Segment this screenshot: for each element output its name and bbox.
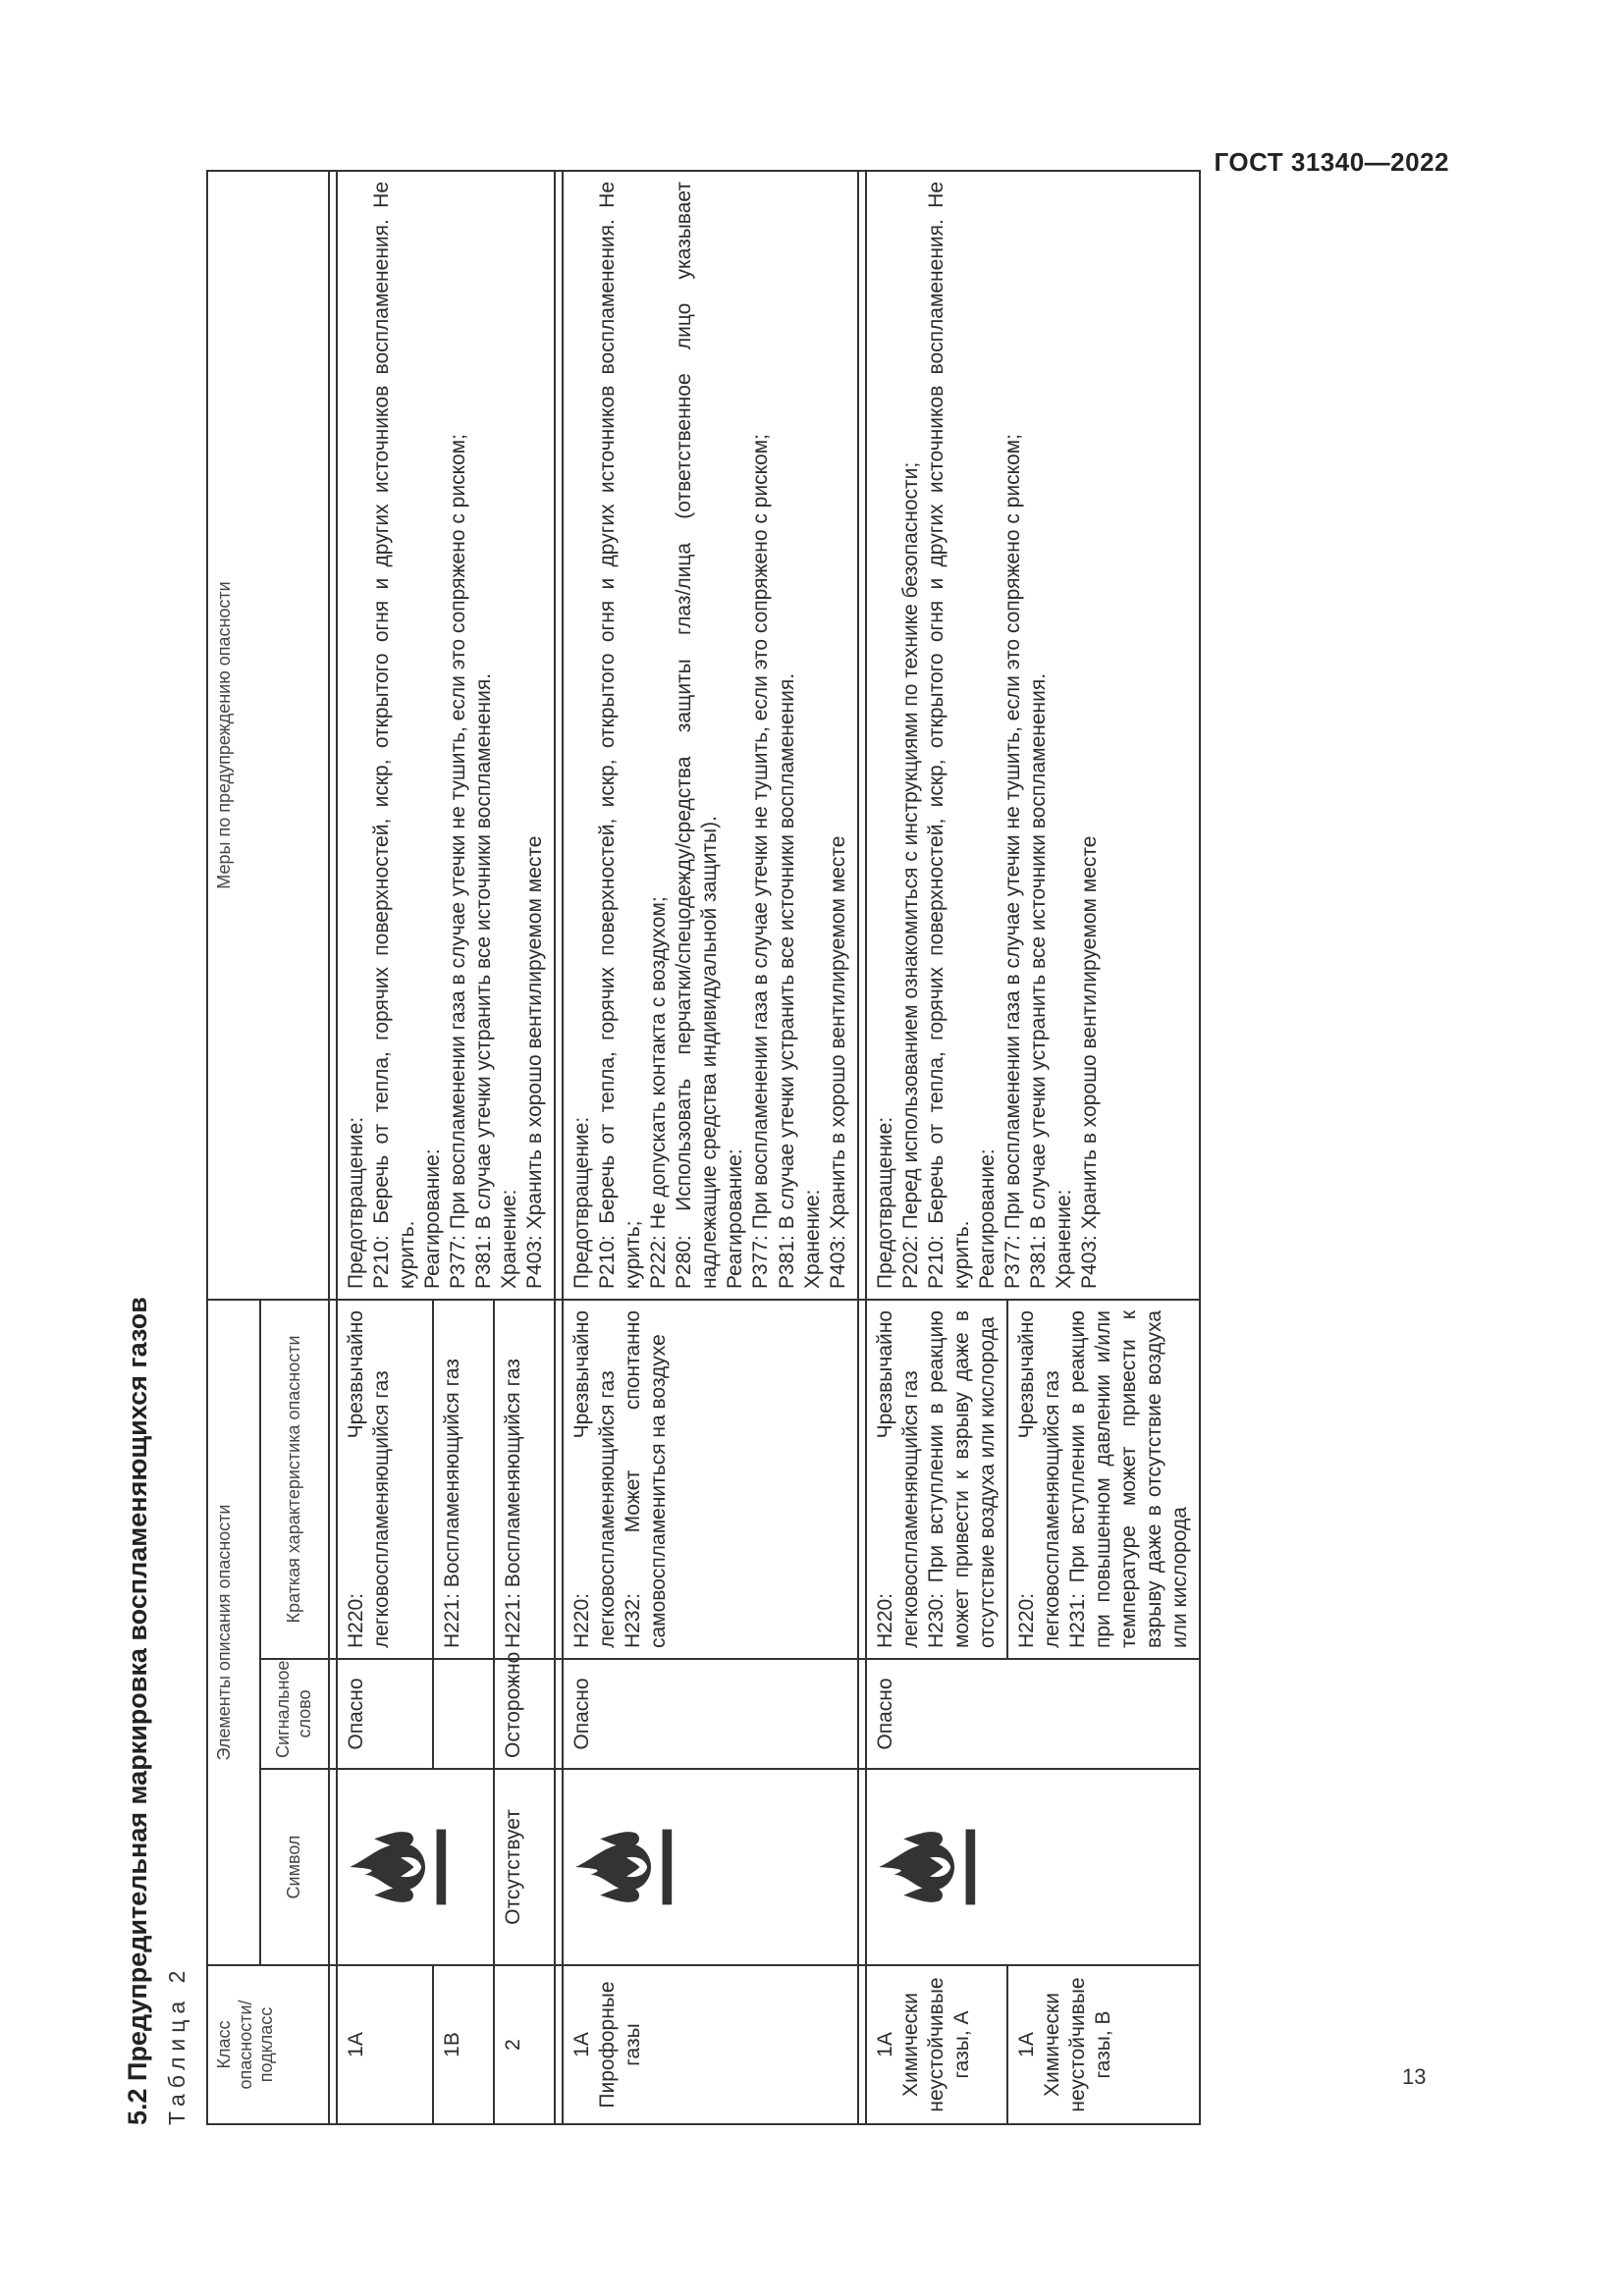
class-subtitle: Химически неустойчивые газы, А <box>898 1977 973 2112</box>
section-title: 5.2 Предупредительная маркировка воспламеняющихся газов <box>123 1297 152 2125</box>
header-symbol: Символ <box>260 1769 329 1965</box>
measures-line: Р377: При воспламенении газа в случае утечки не тушить, если это сопряжено с риском; <box>749 434 773 1289</box>
measures-line: Р210: Беречь от тепла, горячих поверхностей, искр, открытого огня и других источников воспламенения. Не курить. <box>924 181 973 1289</box>
measures-line: Р202: Перед использованием ознакомиться с инструкциями по технике безопасности; <box>898 461 922 1289</box>
measures-line: Р377: При воспламенении газа в случае утечки не тушить, если это сопряжено с риском; <box>1001 434 1024 1289</box>
header-hazard: Краткая характеристика опасности <box>260 1300 329 1659</box>
measures-line: Реагирование: <box>421 1148 445 1289</box>
hazard-cell: H221: Воспламеняющийся газ <box>433 1300 494 1659</box>
table-label: Таблица 2 <box>164 1964 189 2125</box>
measures-line: Хранение: <box>800 1189 824 1289</box>
measures-line: Р222: Не допускать контакта с воздухом; <box>647 896 671 1289</box>
table-row <box>563 171 857 2124</box>
gas-labelling-table <box>206 170 1201 2125</box>
table-row <box>337 171 433 2124</box>
measures-line: Хранение: <box>1052 1189 1075 1289</box>
measures-line: Р403: Хранить в хорошо вентилируемом месте <box>523 835 547 1289</box>
hazard-cell <box>563 1300 857 1659</box>
symbol-cell <box>866 1769 1200 1965</box>
measures-line: Р403: Хранить в хорошо вентилируемом месте <box>826 835 849 1289</box>
hazard-line: H232: Может спонтанно самовоспламениться на воздухе <box>622 1309 671 1648</box>
measures-line: Реагирование: <box>975 1148 999 1289</box>
measures-cell <box>563 171 857 1300</box>
class-cell <box>563 1965 857 2124</box>
hazard-cell <box>1007 1300 1200 1659</box>
class-cell: 1А <box>337 1965 433 2124</box>
table-row <box>866 171 1007 2124</box>
class-code: 1А <box>873 2032 896 2057</box>
flame-pictogram-icon <box>346 1820 460 1914</box>
page-number: 13 <box>1402 2064 1427 2089</box>
header-measures: Меры по предупреждению опасности <box>207 171 329 1300</box>
hazard-line: H220: Чрезвычайно легковоспламеняющийся газ <box>873 1309 922 1648</box>
hazard-line: H220: Чрезвычайно легковоспламеняющийся газ <box>570 1309 620 1648</box>
flame-pictogram-icon <box>875 1820 989 1914</box>
measures-line: Р210: Беречь от тепла, горячих поверхностей, искр, открытого огня и других источников воспламенения. Не курить; <box>596 181 645 1289</box>
header-signal: Сигнальное слово <box>260 1659 329 1769</box>
measures-line: Предотвращение: <box>345 1116 367 1289</box>
measures-cell <box>866 171 1200 1300</box>
class-cell: 2 <box>494 1965 555 2124</box>
measures-line: Р403: Хранить в хорошо вентилируемом месте <box>1077 835 1101 1289</box>
measures-line: Р381: В случае утечки устранить все источники воспламенения. <box>472 672 496 1289</box>
class-code: 1А <box>1014 2032 1038 2057</box>
hazard-line: H231: При вступлении в реакцию при повышенном давлении и/или температуре может привести к взрыву даже в отсутствие воздуха или кислорода <box>1065 1309 1191 1648</box>
class-cell <box>866 1965 1007 2124</box>
signal-cell: Опасно <box>866 1659 1200 1769</box>
symbol-cell <box>563 1769 857 1965</box>
measures-line: Р210: Беречь от тепла, горячих поверхностей, искр, открытого огня и других источников воспламенения. Не курить. <box>370 181 419 1289</box>
measures-line: Р381: В случае утечки устранить все источники воспламенения. <box>1026 672 1050 1289</box>
signal-cell: Опасно <box>337 1659 433 1769</box>
symbol-cell: Отсутствует <box>494 1769 555 1965</box>
class-subtitle: Химически неустойчивые газы, В <box>1040 1977 1114 2112</box>
flame-pictogram-icon <box>571 1820 685 1914</box>
measures-line: Предотвращение: <box>570 1116 594 1289</box>
hazard-cell: H221: Воспламеняющийся газ <box>494 1300 555 1659</box>
measures-line: Хранение: <box>498 1189 521 1289</box>
measures-line: Р280: Использовать перчатки/спецодежду/средства защиты глаз/лица (ответственное лицо указывает надлежащие средства индивидуальной защиты). <box>673 181 722 1289</box>
hazard-cell <box>866 1300 1007 1659</box>
measures-cell <box>337 171 555 1300</box>
signal-cell: Осторожно <box>494 1659 555 1769</box>
standard-designation: ГОСТ 31340—2022 <box>1214 147 1449 177</box>
class-subtitle: Пирофорные газы <box>596 1981 645 2109</box>
rotated-content <box>123 172 1419 2125</box>
header-elements: Элементы описания опасности <box>207 1300 260 1965</box>
hazard-line: H220: Чрезвычайно легковоспламеняющийся газ <box>1014 1309 1063 1648</box>
hazard-line: H230: При вступлении в реакцию может привести к взрыву даже в отсутствие воздуха или кислорода <box>924 1309 999 1648</box>
measures-line: Реагирование: <box>724 1148 747 1289</box>
measures-line: Р377: При воспламенении газа в случае утечки не тушить, если это сопряжено с риском; <box>447 434 470 1289</box>
measures-line: Предотвращение: <box>873 1116 896 1289</box>
hazard-cell: H220: Чрезвычайно легковоспламеняющийся газ <box>337 1300 433 1659</box>
signal-cell <box>433 1659 494 1769</box>
class-code: 1А <box>570 2032 594 2057</box>
class-cell <box>1007 1965 1200 2124</box>
class-cell: 1В <box>433 1965 494 2124</box>
symbol-cell <box>337 1769 494 1965</box>
measures-line: Р381: В случае утечки устранить все источники воспламенения. <box>775 672 798 1289</box>
signal-cell: Опасно <box>563 1659 857 1769</box>
header-class: Класс опасности/ подкласс <box>207 1965 329 2124</box>
